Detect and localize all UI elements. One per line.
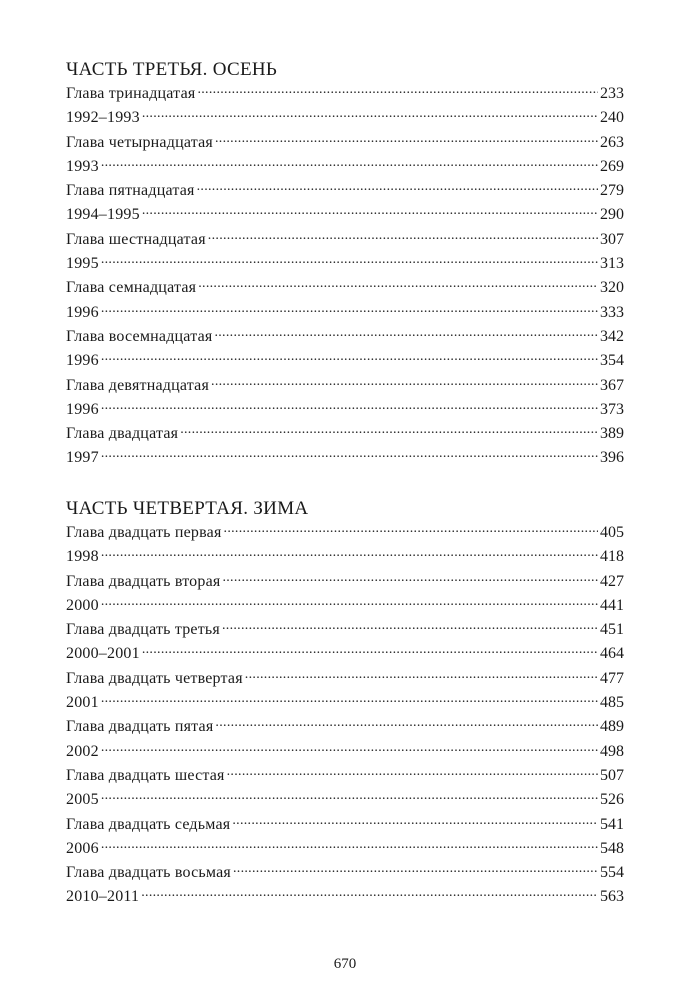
dot-leader xyxy=(222,618,598,634)
toc-entry-page: 418 xyxy=(600,548,624,566)
dot-leader xyxy=(198,276,598,292)
dot-leader xyxy=(101,349,598,365)
toc-entry-page: 396 xyxy=(600,449,624,467)
toc-entry-page: 541 xyxy=(600,815,624,833)
toc-list-part-four xyxy=(66,521,624,910)
toc-entry-label: 2002 xyxy=(66,742,99,760)
toc-entry-label: 1996 xyxy=(66,352,99,370)
dot-leader xyxy=(101,837,598,853)
toc-entry-label: 2006 xyxy=(66,839,99,857)
toc-entry-label: Глава четырнадцатая xyxy=(66,133,213,151)
toc-entry-label: Глава тринадцатая xyxy=(66,85,196,102)
toc-entry-page: 269 xyxy=(600,157,624,175)
toc-entry-label: 1996 xyxy=(66,400,99,418)
toc-entry xyxy=(66,252,624,276)
dot-leader xyxy=(233,861,598,877)
toc-entry-page: 441 xyxy=(600,596,624,614)
toc-entry-label: 1998 xyxy=(66,548,99,566)
dot-leader xyxy=(142,642,598,658)
toc-entry-label: Глава двадцать восьмая xyxy=(66,864,231,882)
toc-entry-label: Глава девятнадцатая xyxy=(66,376,210,394)
toc-entry xyxy=(66,446,624,470)
toc-entry xyxy=(66,691,624,715)
toc-entry-page: 354 xyxy=(600,352,624,370)
toc-entry-page: 548 xyxy=(600,839,624,857)
toc-entry xyxy=(66,570,624,594)
dot-leader xyxy=(142,106,598,122)
toc-entry xyxy=(66,276,624,300)
toc-entry-label: 1992–1993 xyxy=(66,109,140,127)
toc-entry xyxy=(66,861,624,885)
dot-leader xyxy=(101,788,598,804)
toc-entry-page: 507 xyxy=(600,766,624,784)
dot-leader xyxy=(222,570,598,586)
toc-entry-label: 1996 xyxy=(66,303,99,321)
toc-entry-page: 307 xyxy=(600,230,624,248)
dot-leader xyxy=(215,131,598,147)
dot-leader xyxy=(224,521,598,537)
toc-entry-label: 1994–1995 xyxy=(66,206,140,224)
dot-leader xyxy=(180,422,598,438)
toc-entry xyxy=(66,106,624,130)
toc-entry xyxy=(66,594,624,618)
toc-entry xyxy=(66,131,624,155)
toc-entry-page: 373 xyxy=(600,400,624,418)
dot-leader xyxy=(101,398,598,414)
dot-leader xyxy=(215,715,598,731)
toc-entry xyxy=(66,788,624,812)
toc-entry-page: 263 xyxy=(600,133,624,151)
dot-leader xyxy=(141,885,598,901)
toc-entry-page: 290 xyxy=(600,206,624,224)
toc-entry xyxy=(66,545,624,569)
dot-leader xyxy=(227,764,598,780)
toc-entry-page: 342 xyxy=(600,327,624,345)
toc-entry-label: Глава пятнадцатая xyxy=(66,182,195,200)
toc-entry xyxy=(66,885,624,909)
toc-entry-page: 240 xyxy=(600,109,624,127)
toc-entry xyxy=(66,618,624,642)
toc-entry-label: Глава двадцатая xyxy=(66,425,179,443)
toc-entry-page: 320 xyxy=(600,279,624,297)
dot-leader xyxy=(245,667,598,683)
dot-leader xyxy=(101,594,598,610)
toc-entry-label: 1997 xyxy=(66,449,99,467)
dot-leader xyxy=(101,446,598,462)
toc-entry xyxy=(66,740,624,764)
toc-entry xyxy=(66,203,624,227)
toc-entry-page: 451 xyxy=(600,621,624,639)
toc-entry-label: Глава двадцать седьмая xyxy=(66,815,231,833)
dot-leader xyxy=(211,374,598,390)
toc-entry-label: Глава двадцать четвертая xyxy=(66,669,243,687)
part-title-autumn: ЧАСТЬ ТРЕТЬЯ. ОСЕНЬ xyxy=(66,59,278,80)
toc-entry xyxy=(66,301,624,325)
toc-entry-label: Глава семнадцатая xyxy=(66,279,197,297)
dot-leader xyxy=(142,203,598,219)
toc-entry xyxy=(66,715,624,739)
toc-entry xyxy=(66,837,624,861)
toc-entry-label: 2000 xyxy=(66,596,99,614)
page-number: 670 xyxy=(333,956,357,972)
toc-entry xyxy=(66,813,624,837)
dot-leader xyxy=(214,325,598,341)
toc-entry-page: 367 xyxy=(600,376,624,394)
toc-entry-page: 498 xyxy=(600,742,624,760)
toc-entry-page: 477 xyxy=(600,669,624,687)
toc-entry xyxy=(66,398,624,422)
toc-entry-page: 485 xyxy=(600,694,624,712)
toc-entry xyxy=(66,642,624,666)
dot-leader xyxy=(232,813,598,829)
toc-entry xyxy=(66,374,624,398)
toc-entry-page: 554 xyxy=(600,864,624,882)
toc-entry-page: 313 xyxy=(600,255,624,273)
dot-leader xyxy=(101,740,598,756)
toc-list-part-three xyxy=(66,82,624,471)
toc-entry-label: Глава двадцать вторая xyxy=(66,572,221,590)
toc-entry xyxy=(66,179,624,203)
toc-entry-page: 464 xyxy=(600,645,624,663)
dot-leader xyxy=(208,228,598,244)
toc-entry xyxy=(66,155,624,179)
toc-entry-label: 2005 xyxy=(66,791,99,809)
toc-entry-label: Глава двадцать пятая xyxy=(66,718,214,736)
toc-entry-page: 427 xyxy=(600,572,624,590)
dot-leader xyxy=(101,691,598,707)
dot-leader xyxy=(101,155,598,171)
toc-entry xyxy=(66,764,624,788)
dot-leader xyxy=(101,252,598,268)
toc-entry-label: 2000–2001 xyxy=(66,645,140,663)
toc-entry-label: Глава двадцать первая xyxy=(66,524,222,541)
toc-entry xyxy=(66,82,624,106)
toc-entry-page: 389 xyxy=(600,425,624,443)
toc-entry-label: 1993 xyxy=(66,157,99,175)
toc-entry-page: 333 xyxy=(600,303,624,321)
toc-entry xyxy=(66,228,624,252)
toc-entry-label: Глава двадцать третья xyxy=(66,621,220,639)
toc-entry-page: 489 xyxy=(600,718,624,736)
toc-entry xyxy=(66,325,624,349)
dot-leader xyxy=(101,301,598,317)
toc-page xyxy=(66,0,624,1000)
toc-entry-page: 563 xyxy=(600,888,624,906)
toc-entry-page: 279 xyxy=(600,182,624,200)
toc-entry xyxy=(66,667,624,691)
dot-leader xyxy=(197,179,598,195)
toc-entry-page: 233 xyxy=(600,85,624,102)
toc-entry xyxy=(66,349,624,373)
dot-leader xyxy=(101,545,598,561)
toc-entry-page: 526 xyxy=(600,791,624,809)
toc-entry-label: 2010–2011 xyxy=(66,888,140,906)
toc-entry-label: 2001 xyxy=(66,694,99,712)
part-title-winter: ЧАСТЬ ЧЕТВЕРТАЯ. ЗИМА xyxy=(66,498,309,519)
toc-entry-page: 405 xyxy=(600,524,624,541)
toc-entry xyxy=(66,422,624,446)
toc-entry-label: Глава шестнадцатая xyxy=(66,230,206,248)
dot-leader xyxy=(197,82,598,98)
toc-entry-label: Глава восемнадцатая xyxy=(66,327,213,345)
toc-entry-label: 1995 xyxy=(66,255,99,273)
toc-entry xyxy=(66,521,624,545)
toc-entry-label: Глава двадцать шестая xyxy=(66,766,225,784)
